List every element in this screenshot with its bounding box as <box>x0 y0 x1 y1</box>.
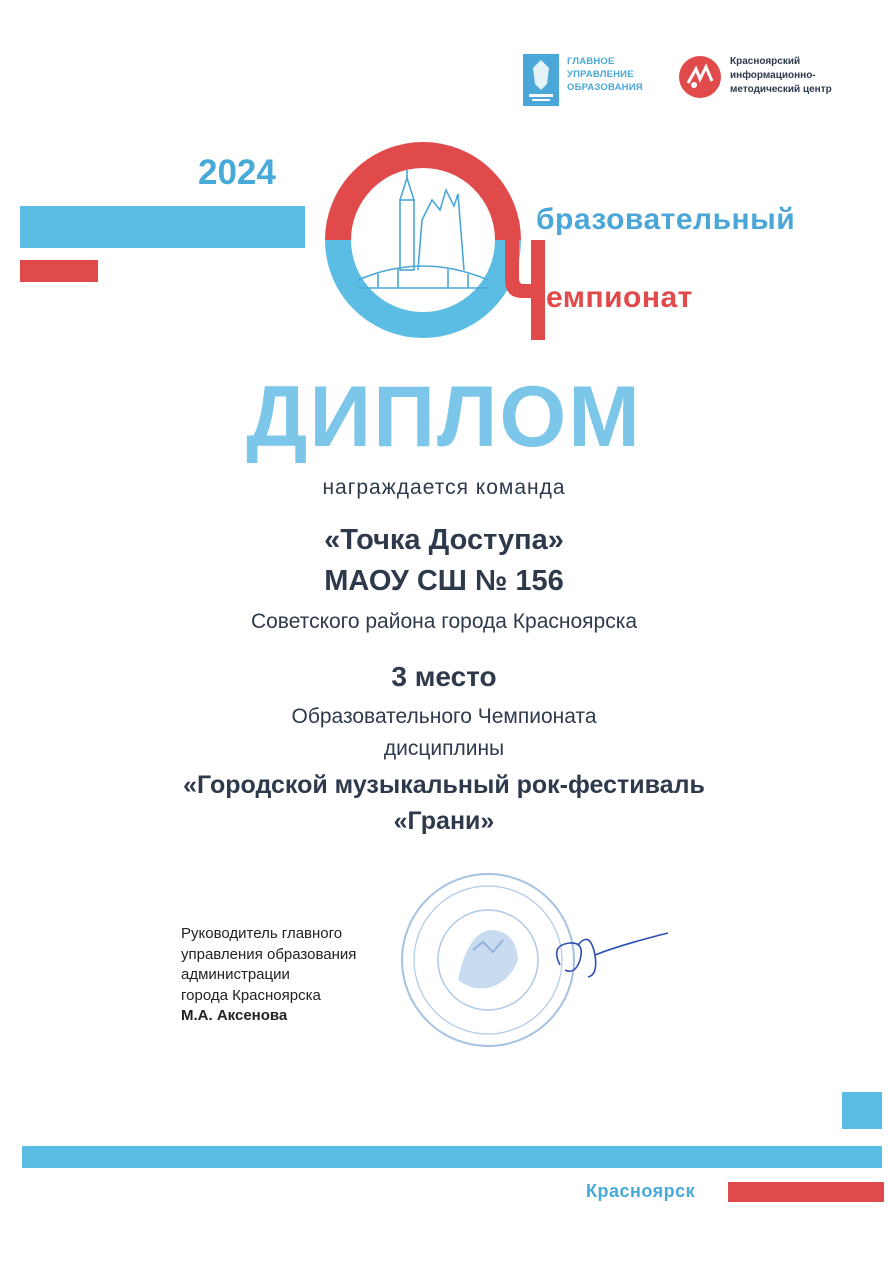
championship-ch-letter <box>501 240 545 340</box>
year: 2024 <box>198 153 276 192</box>
school-name: МАОУ СШ № 156 <box>324 565 564 597</box>
discipline-text: дисциплины <box>383 737 505 760</box>
decor-bar-blue <box>20 206 305 248</box>
decor-square-blue <box>842 1092 882 1129</box>
district-text: Советского района города Красноярска <box>250 610 638 633</box>
championship-text: Образовательного Чемпионата <box>291 705 597 728</box>
signatory-line: управления образования <box>181 945 357 963</box>
signatory-line: Руководитель главного <box>181 925 343 942</box>
signatory-name: М.А. Аксенова <box>181 1007 288 1024</box>
footer-city: Красноярск <box>586 1181 696 1201</box>
place-text: 3 место <box>391 661 497 692</box>
diploma-title: ДИПЛОМ <box>246 369 642 465</box>
championship-word-2: емпионат <box>546 281 693 314</box>
festival-line-1: «Городской музыкальный рок-фестиваль <box>183 771 705 799</box>
championship-word-1: бразовательный <box>536 203 796 236</box>
signatory-line: города Красноярска <box>181 986 321 1004</box>
decor-bar-red-bottom <box>728 1182 884 1202</box>
gu-emblem-icon <box>523 54 559 106</box>
signatory-block <box>181 924 356 1027</box>
team-name: «Точка Доступа» <box>324 524 564 556</box>
signatory-line: администрации <box>181 966 290 983</box>
handwritten-signature <box>540 925 670 985</box>
kimc-logo-icon <box>678 55 722 99</box>
gu-logo-text: ГЛАВНОЕ УПРАВЛЕНИЕ ОБРАЗОВАНИЯ <box>567 56 643 93</box>
championship-o-icon <box>318 140 528 340</box>
awarded-text: награждается команда <box>322 476 566 499</box>
festival-line-2: «Грани» <box>393 807 495 835</box>
decor-bar-blue-bottom <box>22 1146 882 1168</box>
decor-bar-red <box>20 260 98 282</box>
kimc-logo-text: Красноярский информационно- методический центр <box>730 56 832 95</box>
